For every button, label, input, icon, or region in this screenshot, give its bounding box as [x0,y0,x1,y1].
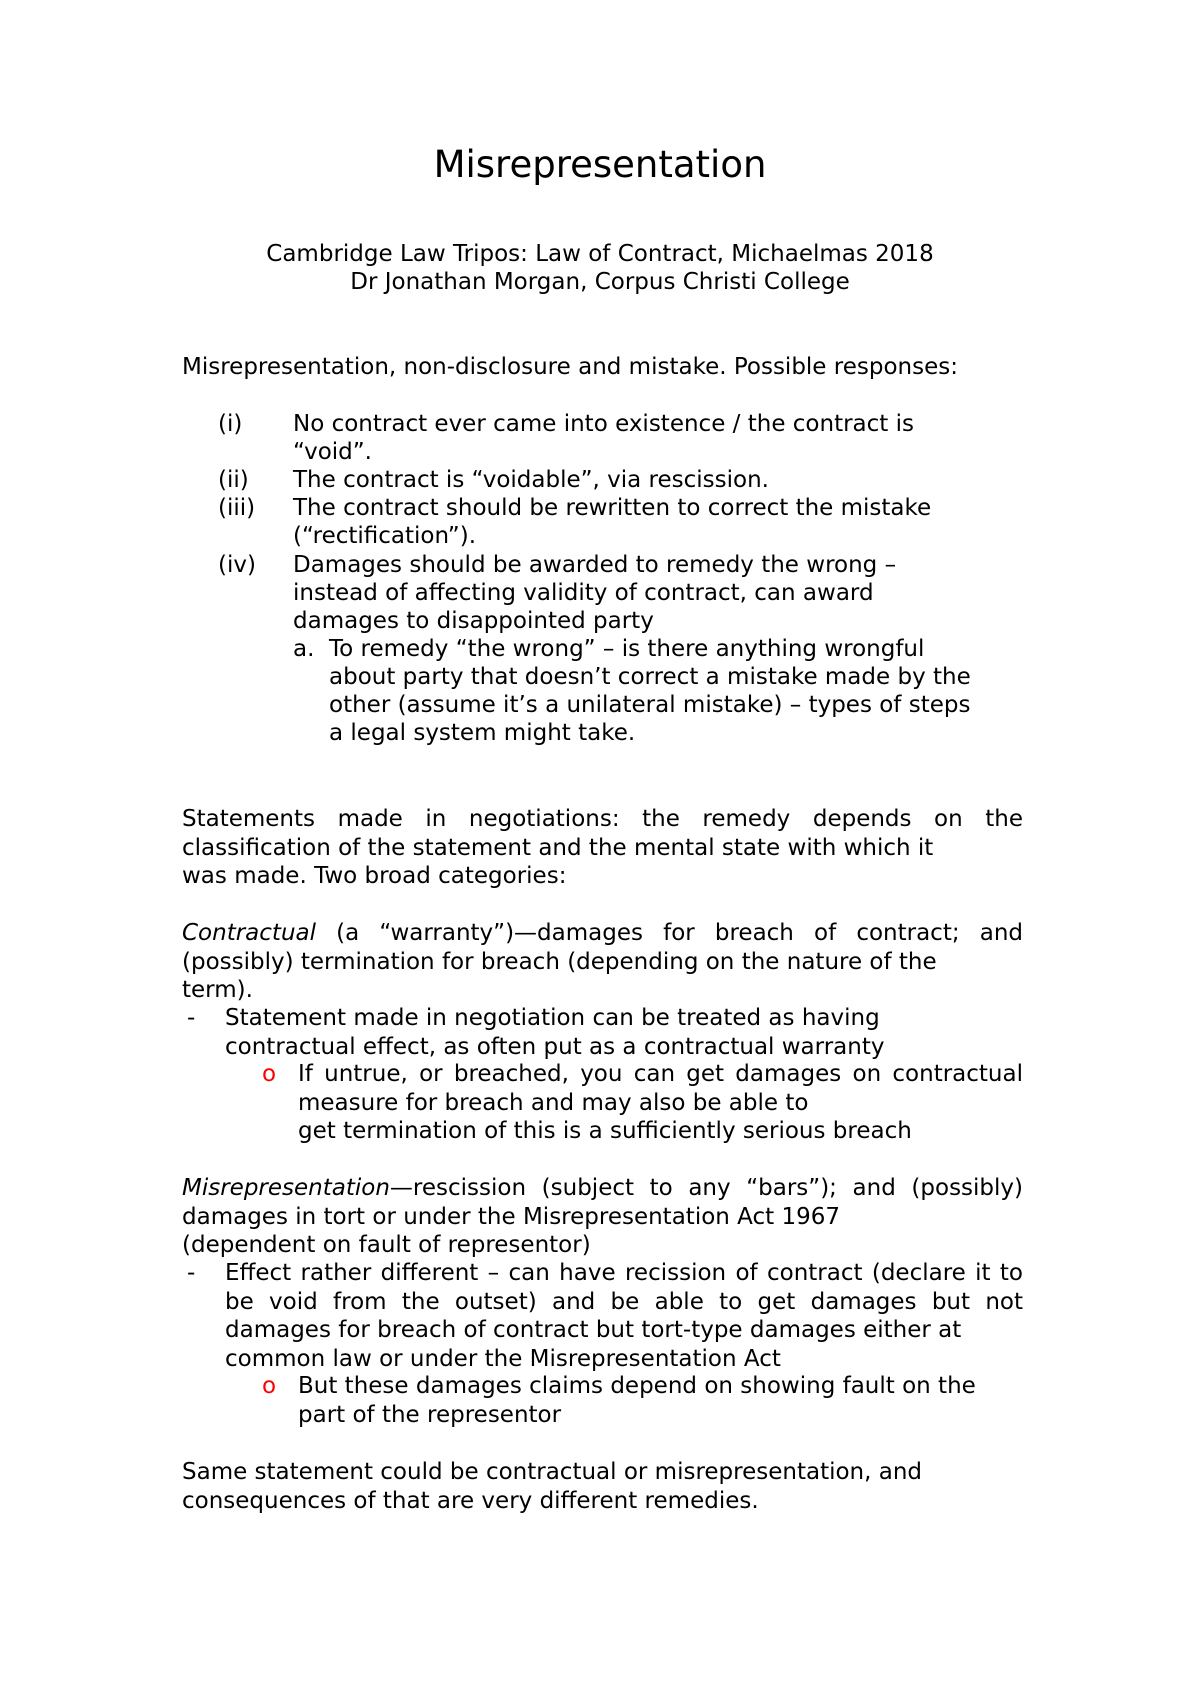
bullet-item [225,1259,1023,1373]
bullet-last-line: part of the representor [298,1401,562,1428]
misrepresentation-paragraph [182,1174,1023,1260]
list-marker: (i) [218,411,243,437]
course-subtitle: Cambridge Law Tripos: Law of Contract, Michaelmas 2018 [266,241,934,267]
paragraph-last-line: term). [182,977,253,1003]
sub-list-item-line: about party that doesn’t correct a mistake made by the [329,664,971,690]
bullet-item [225,1004,1023,1061]
list-item-line: damages to disappointed party [293,608,654,634]
sub-bullet-item [298,1060,1023,1146]
conclusion-paragraph [182,1458,1023,1515]
contractual-term: Contractual [182,920,317,946]
list-marker: (ii) [218,467,249,493]
statements-paragraph [182,805,1023,891]
paragraph-last-line: consequences of that are very different remedies. [182,1487,759,1514]
list-item-line: The contract should be rewritten to correct the mistake [293,495,932,521]
bullet-text: If untrue, or breached, you can get damages on contractual measure for breach and may also be able to [298,1061,1023,1116]
dash-bullet: - [187,1005,196,1031]
sub-list-item-line: To remedy “the wrong” – is there anything wrongful [329,636,925,662]
misrepresentation-term: Misrepresentation [182,1175,390,1201]
bullet-last-line: get termination of this is a sufficiently serious breach [298,1118,912,1144]
list-item-line: “void”. [293,439,372,465]
bullet-text: Effect rather different – can have recission of contract (declare it to be void from the outset) and be able to get damages but not damages for breach of contract but tort-type damages either at [225,1260,1023,1343]
paragraph-last-line: (dependent on fault of representor) [182,1232,591,1258]
circle-bullet: o [262,1373,277,1399]
sub-bullet-item [298,1372,1023,1429]
dash-bullet: - [187,1260,196,1286]
list-item-line: Damages should be awarded to remedy the wrong – [293,552,897,578]
list-marker: a. [293,636,315,662]
list-item-line: instead of affecting validity of contract, can award [293,580,874,606]
list-item-line: No contract ever came into existence / the contract is [293,411,914,437]
bullet-text: Statement made in negotiation can be treated as having [225,1005,880,1031]
paragraph-text: —rescission (subject to any “bars”); and (possibly) damages in tort or under the Misrepresentation Act 1967 [182,1175,1023,1230]
sub-list-item-line: a legal system might take. [329,720,636,746]
paragraph-text: Statements made in negotiations: the remedy depends on the classification of the statement and the mental state with which it [182,806,1023,861]
contractual-paragraph [182,919,1023,1005]
intro-text: Misrepresentation, non-disclosure and mistake. Possible responses: [182,354,958,380]
page-title: Misrepresentation [433,143,767,186]
list-item-line: The contract is “voidable”, via rescission. [293,467,769,493]
paragraph-last-line: was made. Two broad categories: [182,863,567,889]
author-subtitle: Dr Jonathan Morgan, Corpus Christi College [350,269,850,295]
sub-list-item-line: other (assume it’s a unilateral mistake) – types of steps [329,692,971,718]
list-item-line: (“rectification”). [293,523,477,549]
bullet-last-line: contractual effect, as often put as a contractual warranty [225,1033,885,1060]
paragraph-text: Same statement could be contractual or misrepresentation, and [182,1459,923,1485]
circle-bullet: o [262,1061,277,1087]
list-marker: (iii) [218,495,256,521]
list-marker: (iv) [218,552,256,578]
paragraph-text: (a “warranty”)—damages for breach of contract; and (possibly) termination for breach (depending on the nature of the [182,920,1023,975]
bullet-last-line: common law or under the Misrepresentation Act [225,1345,781,1372]
bullet-text: But these damages claims depend on showing fault on the [298,1373,976,1399]
